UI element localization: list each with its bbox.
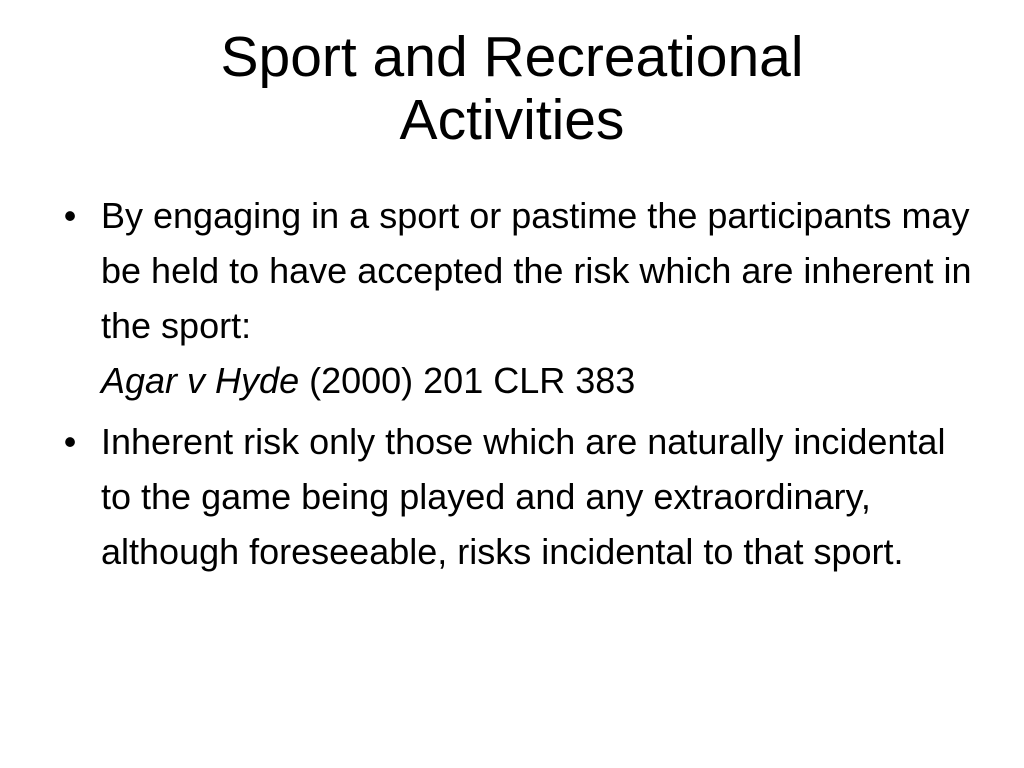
case-name: Agar v Hyde — [101, 360, 300, 401]
bullet-text: Inherent risk only those which are naturally incidental to the game being played and any extraordinary, although foreseeable, risks incidental to that sport. — [101, 421, 946, 572]
bullet-dot-icon: • — [63, 195, 77, 236]
bullet-list — [60, 188, 980, 585]
bullet-item — [60, 188, 980, 408]
slide-title-line-2: Activities — [399, 88, 625, 152]
slide-title — [0, 26, 1024, 152]
bullet-dot-icon: • — [63, 421, 77, 462]
slide-title-line-1: Sport and Recreational — [220, 25, 804, 89]
bullet-text: By engaging in a sport or pastime the participants may be held to have accepted the risk which are inherent in the sport: — [101, 195, 972, 346]
case-citation: (2000) 201 CLR 383 — [299, 360, 636, 401]
bullet-item — [60, 414, 980, 579]
